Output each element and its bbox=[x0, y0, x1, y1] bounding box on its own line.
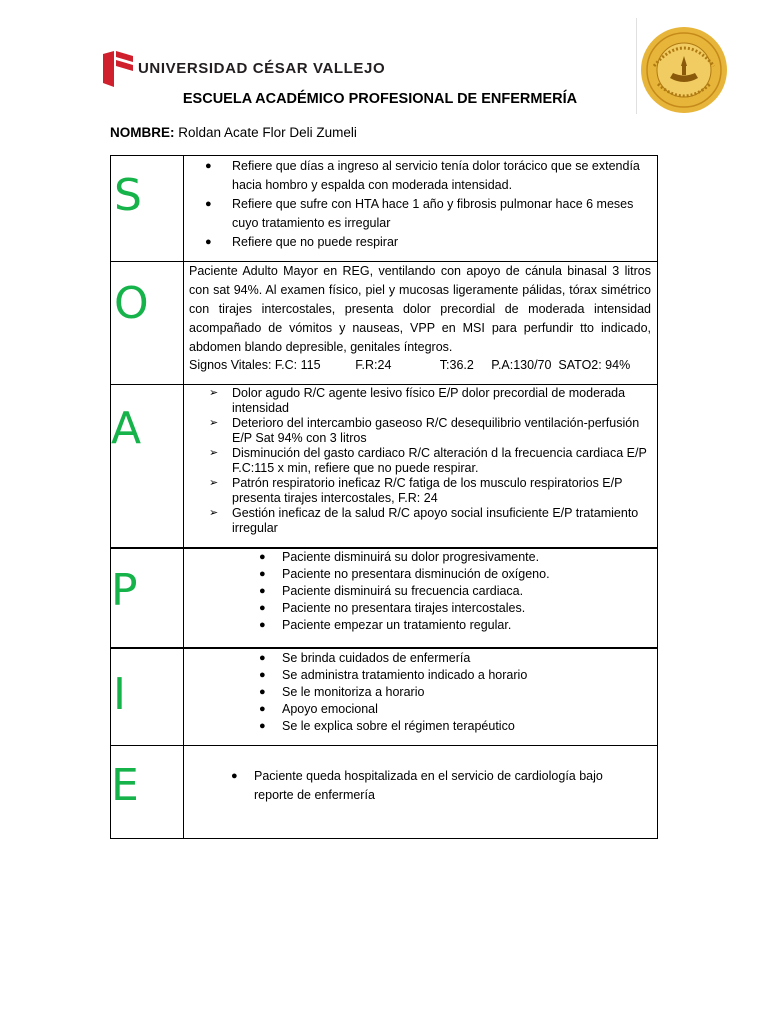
list-item: ● Refiere que no puede respirar bbox=[205, 235, 399, 249]
letter-cell-e bbox=[110, 745, 184, 839]
list-item: ● Se brinda cuidados de enfermería bbox=[259, 651, 471, 665]
name-label: NOMBRE: bbox=[110, 125, 175, 140]
letter-o: O bbox=[114, 278, 149, 329]
student-name-line bbox=[110, 125, 357, 140]
list-item: ● Paciente queda hospitalizada en el servicio de cardiología bajo reporte de enfermería bbox=[231, 769, 603, 802]
list-item: ● Se le explica sobre el régimen terapéutico bbox=[259, 719, 515, 733]
soapie-row-i bbox=[110, 648, 658, 746]
soapie-row-s bbox=[110, 155, 658, 262]
letter-cell-s bbox=[110, 155, 184, 262]
letter-cell-i bbox=[110, 648, 184, 746]
university-name: UNIVERSIDAD CÉSAR VALLEJO bbox=[138, 60, 386, 77]
soapie-row-a bbox=[110, 384, 658, 548]
letter-cell-a bbox=[110, 384, 184, 548]
list-item: ● Paciente disminuirá su dolor progresivamente. bbox=[259, 550, 540, 564]
plan-list bbox=[259, 549, 642, 634]
list-item: ● Paciente empezar un tratamiento regular. bbox=[259, 618, 512, 632]
letter-cell-p bbox=[110, 548, 184, 648]
soapie-row-e bbox=[110, 745, 658, 839]
list-item: ● Paciente no presentara disminución de oxígeno. bbox=[259, 567, 550, 581]
letter-a: A bbox=[111, 403, 142, 454]
letter-e: E bbox=[111, 760, 139, 811]
letter-i: I bbox=[113, 669, 126, 720]
list-item: ● Apoyo emocional bbox=[259, 702, 378, 716]
student-name: Roldan Acate Flor Deli Zumeli bbox=[178, 125, 357, 140]
list-item: ➢ Gestión ineficaz de la salud R/C apoyo social insuficiente E/P tratamiento irregular bbox=[209, 506, 639, 535]
vital-signs: Signos Vitales: F.C: 115 F.R:24 T:36.2 P.A:130/70 SATO2: 94% bbox=[189, 358, 631, 372]
assessment-list bbox=[209, 386, 650, 536]
list-item: ● Refiere que días a ingreso al servicio tenía dolor torácico que se extendía hacia hombro y espalda con moderada intensidad. bbox=[205, 159, 640, 192]
school-title: ESCUELA ACADÉMICO PROFESIONAL DE ENFERMERÍA bbox=[182, 91, 578, 107]
soapie-row-p bbox=[110, 548, 658, 648]
subjective-list bbox=[205, 157, 650, 252]
intervention-list bbox=[259, 650, 642, 735]
objective-paragraph: Paciente Adulto Mayor en REG, ventilando con apoyo de cánula binasal 3 litros con sat 94%. Al examen físico, piel y mucosas ligeramente pálidas, tórax simétrico con tirajes intercostales, presenta dolor precordial de moderada intensidad acompañado de vómitos y nauseas, VPP en MSI para perfundir tto indicado, abdomen blando depresible, genitales íntegros. bbox=[189, 264, 651, 354]
content-cell-a bbox=[183, 384, 658, 548]
letter-s: S bbox=[114, 170, 142, 221]
list-item: ● Paciente disminuirá su frecuencia cardiaca. bbox=[259, 584, 524, 598]
list-item: ➢ Disminución del gasto cardiaco R/C alteración d la frecuencia cardiaca E/P F.C:115 x min, refiere que no puede respirar. bbox=[209, 446, 647, 475]
content-cell-e bbox=[183, 745, 658, 839]
list-item: ● Paciente no presentara tirajes intercostales. bbox=[259, 601, 526, 615]
content-cell-i bbox=[183, 648, 658, 746]
list-item: ➢ Dolor agudo R/C agente lesivo físico E/P dolor precordial de moderada intensidad bbox=[209, 386, 626, 415]
list-item: ➢ Deterioro del intercambio gaseoso R/C desequilibrio ventilación-perfusión E/P Sat 94% con 3 litros bbox=[209, 416, 640, 445]
list-item: ● Refiere que sufre con HTA hace 1 año y fibrosis pulmonar hace 6 meses cuyo tratamiento es irregular bbox=[205, 197, 634, 230]
list-item: ● Se le monitoriza a horario bbox=[259, 685, 425, 699]
letter-cell-o bbox=[110, 261, 184, 385]
content-cell-s bbox=[183, 155, 658, 262]
list-item: ● Se administra tratamiento indicado a horario bbox=[259, 668, 528, 682]
letter-p: P bbox=[111, 565, 138, 616]
content-cell-o bbox=[183, 261, 658, 385]
university-logo bbox=[103, 51, 133, 87]
list-item: ➢ Patrón respiratorio ineficaz R/C fatiga de los musculo respiratorios E/P presenta tirajes intercostales, F.R: 24 bbox=[209, 476, 623, 505]
evaluation-list bbox=[231, 767, 624, 805]
soapie-row-o bbox=[110, 261, 658, 385]
page-header bbox=[0, 0, 768, 150]
content-cell-p bbox=[183, 548, 658, 648]
